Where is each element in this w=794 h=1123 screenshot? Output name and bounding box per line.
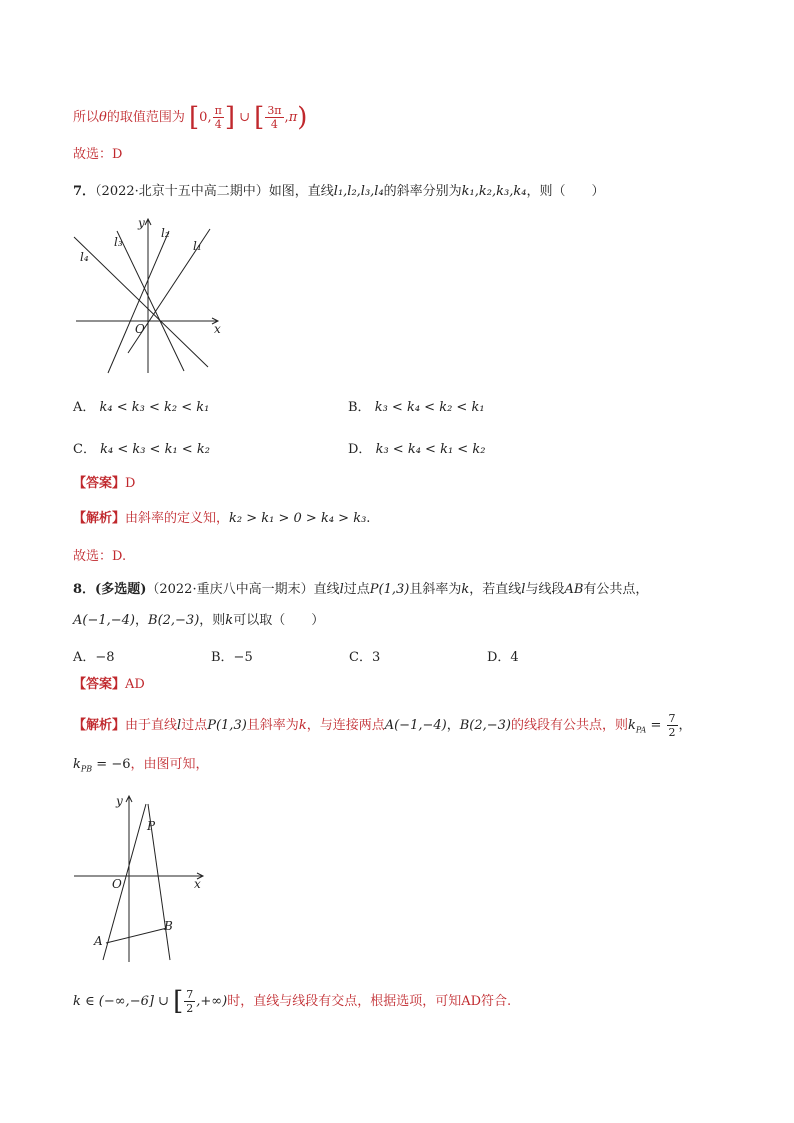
answer-label: 【答案】 xyxy=(73,476,126,491)
an-c: 且斜率为 xyxy=(246,718,299,733)
an-a: 由于直线 xyxy=(125,718,178,733)
range-line: 所以θ的取值范围为 [0, $\frac{\pi}{4}$ ] ∪ [ $\frac{3\pi}{4}$ ,π) xyxy=(73,102,308,133)
q8-l-2: l xyxy=(521,582,526,597)
q7-stem-c: ，则（ ） xyxy=(526,184,605,199)
an-b: 过点 xyxy=(181,718,208,733)
q8-answer xyxy=(73,676,145,694)
analysis-text: 由斜率的定义知， xyxy=(125,511,230,526)
option-expr: k₄ < k₃ < k₁ < k₂ xyxy=(100,442,210,457)
final-range-a: k ∈ (−∞,−6] ∪ xyxy=(73,994,174,1009)
k-pa: k xyxy=(628,718,636,733)
q8-stem-line2 xyxy=(73,612,324,630)
q7-line-l4 xyxy=(74,237,208,367)
q8-stem-g: ，则 xyxy=(199,613,226,628)
q8-point-b: B(2,−3) xyxy=(148,613,200,628)
q8-label-a: A xyxy=(94,934,103,948)
q8-k-3: k xyxy=(298,718,307,733)
q7-label-x: x xyxy=(214,322,221,336)
q7-label-y: y xyxy=(138,216,145,230)
q8-point-p: P(1,3) xyxy=(369,582,410,597)
bracket-left-2: [ xyxy=(254,102,265,133)
frac-den: 2 xyxy=(668,726,676,739)
q8-label-y: y xyxy=(116,794,123,808)
answer-value: D xyxy=(125,476,136,491)
q8-line-pa xyxy=(103,804,146,960)
frac-den: 4 xyxy=(214,118,222,131)
q7-label-l1: l₁ xyxy=(193,239,202,253)
q7-label-l3: l₃ xyxy=(114,235,123,249)
final-ad: AD xyxy=(461,994,482,1009)
answer-label: 【答案】 xyxy=(73,677,126,692)
q8-final xyxy=(73,988,511,1015)
q7-number: 7． xyxy=(73,184,96,199)
period: . xyxy=(366,511,371,526)
q8-segment-ab xyxy=(106,928,167,943)
option-expr: k₃ < k₄ < k₁ < k₂ xyxy=(375,442,486,457)
seven-halves xyxy=(667,712,678,739)
q8-stem-f: 有公共点， xyxy=(583,582,649,597)
q7-k-list: k₁,k₂,k₃,k₄ xyxy=(461,184,527,199)
q8-number: 8． xyxy=(73,582,96,597)
range-middle: 的取值范围为 xyxy=(106,110,185,125)
k-pb: k xyxy=(73,757,81,772)
k-pb-value: = −6 xyxy=(92,757,131,772)
q8-point-p-2: P(1,3) xyxy=(207,718,247,733)
q8-option-a: A．−8 xyxy=(73,650,115,665)
analysis-label: 【解析】 xyxy=(73,718,126,733)
union-symbol: ∪ xyxy=(239,110,251,125)
q8-option-d: D．4 xyxy=(487,650,519,665)
frac-den: 4 xyxy=(270,118,278,131)
pi-value: π xyxy=(288,110,298,125)
pi-over-four xyxy=(213,104,224,131)
q7-label-l2: l₂ xyxy=(161,226,170,240)
q7-label-l4: l₄ xyxy=(80,250,89,264)
q8-point-b-2: B(2,−3) xyxy=(459,718,511,733)
q8-stem-line1 xyxy=(73,581,648,599)
q7-stem xyxy=(73,183,604,201)
three-pi-over-four xyxy=(265,104,283,131)
frac-num: 7 xyxy=(186,988,194,1001)
q8-analysis xyxy=(73,712,692,740)
q8-kpb xyxy=(73,756,209,779)
theta-symbol: θ xyxy=(99,110,107,125)
q7-analysis xyxy=(73,510,370,528)
q8-stem-a: 直线 xyxy=(313,582,340,597)
q8-point-a-2: A(−1,−4) xyxy=(384,718,447,733)
q7-label-o: O xyxy=(135,322,145,336)
q8-l: l xyxy=(339,582,344,597)
q8-k-2: k xyxy=(225,613,234,628)
q7-option-b xyxy=(348,396,485,415)
bracket-right: ] xyxy=(224,102,235,133)
q8-stem-h: 可以取（ ） xyxy=(233,613,325,628)
q8-point-a: A(−1,−4) xyxy=(73,613,135,628)
q8-tag: (多选题) xyxy=(95,582,147,597)
option-letter: A． xyxy=(73,400,96,415)
q7-select: 故选：D. xyxy=(73,549,127,564)
comma: ， xyxy=(446,718,460,733)
q7-lines-list: l₁,l₂,l₃,l₄ xyxy=(333,184,384,199)
q8-l-3: l xyxy=(177,718,182,733)
option-letter: B． xyxy=(348,400,371,415)
final-b: 时，直线与线段有交点，根据选项，可知 xyxy=(227,994,462,1009)
bracket-left-3: [ xyxy=(173,986,184,1017)
an-f: ，由图可知， xyxy=(130,757,209,772)
q8-ab: AB xyxy=(564,582,584,597)
option-letter: C． xyxy=(73,442,96,457)
q8-label-x: x xyxy=(194,877,201,891)
q8-figure xyxy=(68,788,218,968)
paren-right: ) xyxy=(297,102,308,133)
q8-stem-e: 与线段 xyxy=(525,582,565,597)
q8-label-p: P xyxy=(147,819,156,833)
final-c: 符合. xyxy=(481,994,512,1009)
an-e: 的线段有公共点，则 xyxy=(511,718,629,733)
analysis-label: 【解析】 xyxy=(73,511,126,526)
q7-line-l2 xyxy=(108,231,169,373)
option-expr: k₄ < k₃ < k₂ < k₁ xyxy=(99,400,210,415)
q7-stem-b: 的斜率分别为 xyxy=(383,184,462,199)
q7-option-a xyxy=(73,396,209,415)
final-range-inf: ,+∞) xyxy=(196,994,228,1009)
k-pa-sub: PA xyxy=(635,725,647,735)
comma: ， xyxy=(135,613,149,628)
q6-select: 故选：D xyxy=(73,147,123,162)
q7-option-d xyxy=(348,438,485,457)
q8-option-b: B．−5 xyxy=(211,650,253,665)
q8-option-c: C．3 xyxy=(349,650,381,665)
q7-figure xyxy=(68,215,233,375)
frac-num: π xyxy=(214,104,222,117)
range-prefix: 所以 xyxy=(73,110,100,125)
option-letter: D． xyxy=(348,442,372,457)
answer-value: AD xyxy=(125,677,145,692)
analysis-expr: k₂ > k₁ > 0 > k₄ > k₃ xyxy=(229,511,367,526)
q7-answer xyxy=(73,475,135,493)
q8-k: k xyxy=(461,582,470,597)
zero-value: 0 xyxy=(199,110,208,125)
bracket-left: [ xyxy=(189,102,200,133)
q8-source: （2022·重庆八中高一期末） xyxy=(146,582,314,597)
option-expr: k₃ < k₄ < k₂ < k₁ xyxy=(374,400,485,415)
q7-option-c xyxy=(73,438,210,457)
q8-label-o: O xyxy=(112,877,122,891)
frac-num: 7 xyxy=(668,712,676,725)
an-d: ，与连接两点 xyxy=(306,718,385,733)
q8-stem-b: 过点 xyxy=(343,582,370,597)
k-pb-sub: PB xyxy=(80,764,93,774)
q8-stem-c: 且斜率为 xyxy=(409,582,462,597)
comma: ， xyxy=(678,718,692,733)
q8-stem-d: ，若直线 xyxy=(469,582,522,597)
seven-halves-2 xyxy=(184,988,195,1015)
frac-den: 2 xyxy=(186,1002,194,1015)
q7-source: （2022·北京十五中高二期中） xyxy=(95,184,269,199)
equals: = xyxy=(646,718,666,733)
frac-num: 3π xyxy=(267,104,282,117)
q8-label-b: B xyxy=(164,919,173,933)
q7-line-l3 xyxy=(117,231,184,371)
q7-stem-a: 如图，直线 xyxy=(268,184,334,199)
